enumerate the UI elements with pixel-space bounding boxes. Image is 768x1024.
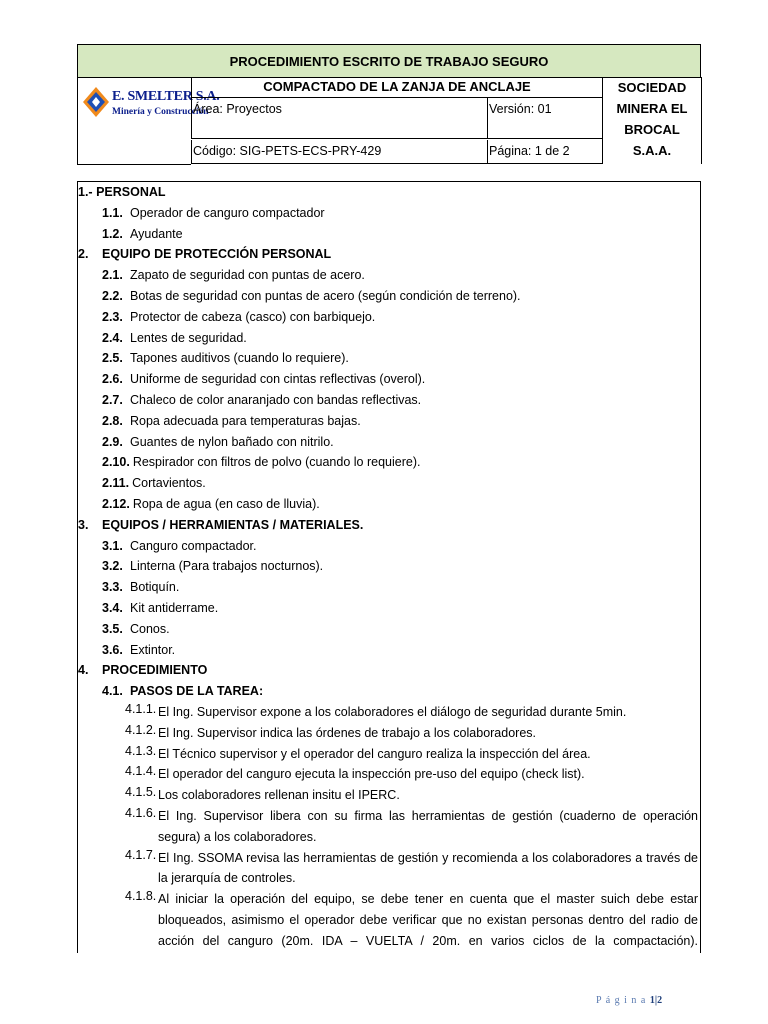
- logo-tagline: Minería y Construcción: [112, 107, 209, 117]
- list-item: 3.3. Botiquín.: [102, 580, 180, 595]
- list-item: 3.4. Kit antiderrame.: [102, 600, 219, 615]
- company-line: BROCAL: [624, 122, 680, 137]
- footer-label: P á g i n a: [596, 995, 647, 1006]
- procedure-step: 4.1.2. El Ing. Supervisor indica las órdenes de trabajo a los colaboradores.: [125, 722, 536, 740]
- page-footer: [596, 995, 662, 1006]
- footer-page-total: 2: [657, 995, 663, 1006]
- company-name: [602, 77, 702, 164]
- list-item: 2.3. Protector de cabeza (casco) con barbiquejo.: [102, 309, 376, 324]
- list-item: 1.2. Ayudante: [102, 226, 183, 241]
- section-heading: 3. EQUIPOS / HERRAMIENTAS / MATERIALES.: [78, 517, 364, 532]
- list-item: 2.1. Zapato de seguridad con puntas de acero.: [102, 268, 365, 283]
- page-field: Página: 1 de 2: [487, 140, 602, 164]
- list-item: 2.7. Chaleco de color anaranjado con bandas reflectivas.: [102, 392, 422, 407]
- document-header: [77, 44, 701, 164]
- procedure-step: 4.1.5. Los colaboradores rellenan insitu el IPERC.: [125, 785, 400, 803]
- procedure-step: 4.1.8. Al iniciar la operación del equipo, se debe tener en cuenta que el master suich debe estar bloqueados, asimismo el operador debe verificar que no existan personas dentro del radio de acción del canguro (20m. IDA – VUELTA / 20m. en varios ciclos de la compactación).: [125, 889, 698, 948]
- procedure-body: [77, 181, 701, 953]
- version-field: Versión: 01: [487, 98, 602, 139]
- list-item: 2.11. Cortavientos.: [102, 476, 206, 491]
- subsection-heading: 4.1. PASOS DE LA TAREA:: [102, 684, 264, 699]
- document-title: PROCEDIMIENTO ESCRITO DE TRABAJO SEGURO: [77, 44, 701, 78]
- list-item: 1.1. Operador de canguro compactador: [102, 205, 325, 220]
- list-item: 2.6. Uniforme de seguridad con cintas reflectivas (overol).: [102, 372, 426, 387]
- procedure-step: 4.1.7. El Ing. SSOMA revisa las herramientas de gestión y recomienda a los colaboradores a través de la jerarquía de controles.: [125, 847, 698, 886]
- list-item: 2.9. Guantes de nylon bañado con nitrilo.: [102, 434, 334, 449]
- procedure-step: 4.1.3. El Técnico supervisor y el operador del canguro realiza la inspección del área.: [125, 743, 591, 761]
- company-logo: [77, 77, 220, 165]
- list-item: 3.1. Canguro compactador.: [102, 538, 257, 553]
- procedure-step: 4.1.6. El Ing. Supervisor libera con su firma las herramientas de gestión (cuaderno de operación segura) a los colaboradores.: [125, 805, 698, 844]
- list-item: 2.5. Tapones auditivos (cuando lo requiere).: [102, 351, 349, 366]
- procedure-step: 4.1.4. El operador del canguro ejecuta la inspección pre-uso del equipo (check list).: [125, 764, 585, 782]
- company-line: S.A.A.: [632, 143, 672, 158]
- procedure-step: 4.1.1. El Ing. Supervisor expone a los colaboradores el diálogo de seguridad durante 5min.: [125, 701, 627, 719]
- section-heading: 2. EQUIPO DE PROTECCIÓN PERSONAL: [78, 247, 332, 262]
- area-field: Área: Proyectos: [191, 98, 488, 139]
- task-title: COMPACTADO DE LA ZANJA DE ANCLAJE: [191, 77, 602, 98]
- list-item: 2.12. Ropa de agua (en caso de lluvia).: [102, 496, 320, 511]
- list-item: 2.10. Respirador con filtros de polvo (cuando lo requiere).: [102, 455, 421, 470]
- logo-company-name: E. SMELTER S.A.: [112, 89, 220, 104]
- list-item: 3.6. Extintor.: [102, 642, 176, 657]
- footer-separator: |: [654, 995, 658, 1006]
- code-field: Código: SIG-PETS-ECS-PRY-429: [191, 140, 488, 164]
- list-item: 2.4. Lentes de seguridad.: [102, 330, 247, 345]
- list-item: 2.8. Ropa adecuada para temperaturas bajas.: [102, 413, 361, 428]
- section-heading: 1.- PERSONAL: [78, 185, 166, 199]
- company-line: SOCIEDAD: [617, 80, 687, 95]
- smelter-logo-icon: [83, 87, 109, 117]
- section-heading: 4. PROCEDIMIENTO: [78, 663, 208, 678]
- list-item: 3.5. Conos.: [102, 621, 170, 636]
- list-item: 3.2. Linterna (Para trabajos nocturnos).: [102, 559, 324, 574]
- company-line: MINERA EL: [616, 101, 688, 116]
- footer-page-current: 1: [649, 995, 655, 1006]
- list-item: 2.2. Botas de seguridad con puntas de acero (según condición de terreno).: [102, 288, 521, 303]
